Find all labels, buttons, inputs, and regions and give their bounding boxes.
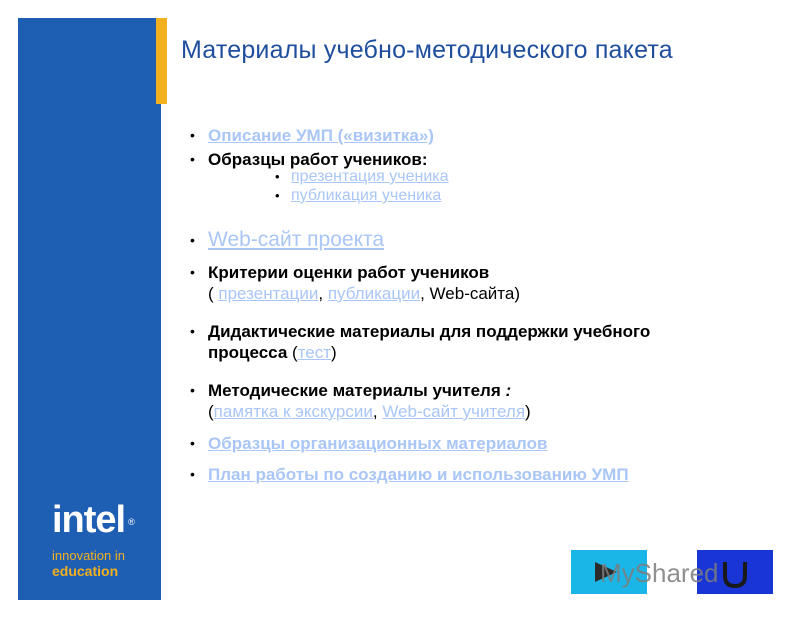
link-teacher-website[interactable]: Web-сайт учителя [382,402,526,421]
link-plan[interactable]: План работы по созданию и использованию УМП [208,465,629,484]
criteria-label: Критерии оценки работ учеников [208,263,490,282]
bullet: • [190,264,195,280]
page-title: Материалы учебно-методического пакета [181,36,673,64]
bullet: • [275,188,280,203]
accent-bar [156,18,167,104]
logo-tagline-1: innovation in [52,547,125,563]
bullet: • [190,466,195,482]
student-works-label: Образцы работ учеников: [208,150,428,169]
link-criteria-presentation[interactable]: презентации [218,284,319,303]
link-test[interactable]: тест [297,343,332,362]
watermark: MyShared [600,558,719,588]
teacher-label: Методические материалы учителя [208,381,501,400]
bullet: • [190,232,195,248]
bullet: • [190,382,195,398]
bullet: • [190,435,195,451]
bullet: • [190,151,195,167]
link-excursion-memo[interactable]: памятка к экскурсии [213,402,373,421]
logo-tagline-2: education [52,562,119,579]
didactic-label-line2: процесса [208,343,288,362]
link-org-materials[interactable]: Образцы организационных материалов [208,434,548,453]
link-vizitka[interactable]: Описание УМП («визитка») [208,126,434,145]
didactic-label-line1: Дидактические материалы для поддержки учебного [208,322,651,341]
intel-wordmark: intel ® [52,499,134,541]
intel-logo [52,500,134,579]
link-project-website[interactable]: Web-сайт проекта [208,228,385,251]
link-criteria-publication[interactable]: публикации [327,284,421,303]
bullet: • [190,323,195,339]
link-student-presentation[interactable]: презентация ученика [291,168,449,185]
bullet: • [190,127,195,143]
link-student-publication[interactable]: публикация ученика [291,187,442,204]
bullet: • [275,169,280,184]
